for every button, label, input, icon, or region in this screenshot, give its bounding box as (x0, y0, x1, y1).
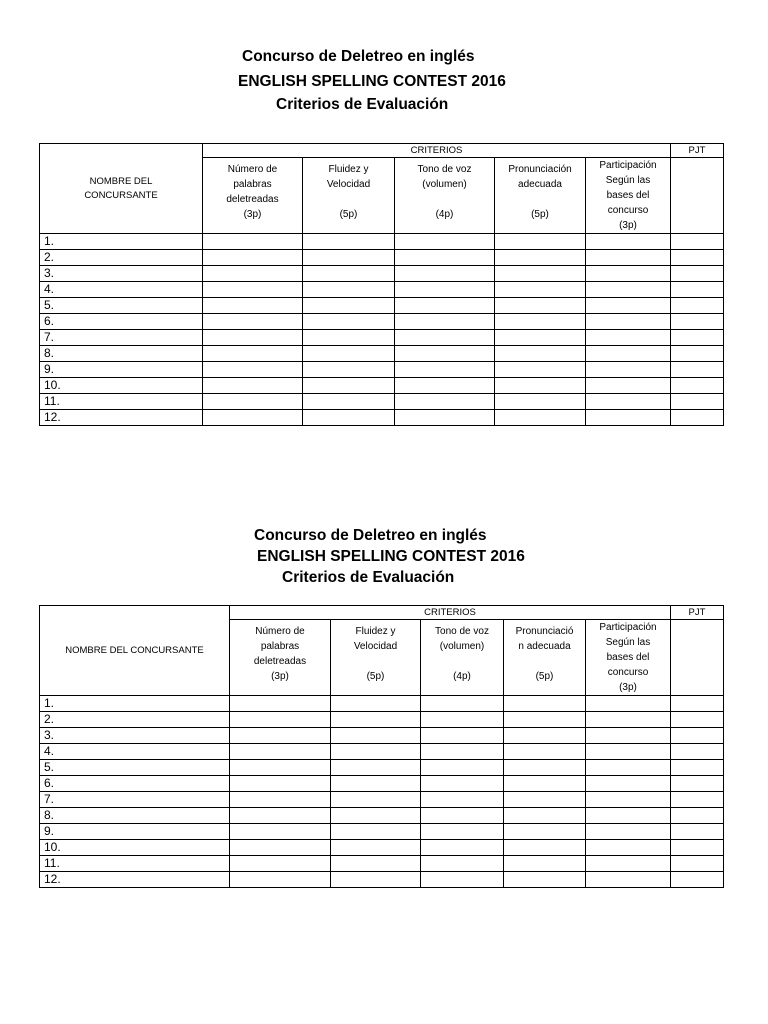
score-cell[interactable] (586, 840, 671, 856)
criterion-line: Según las (605, 175, 651, 186)
score-cell[interactable] (331, 840, 421, 856)
form-subtitle: ENGLISH SPELLING CONTEST 2016 (257, 548, 525, 565)
table-row (40, 266, 724, 282)
score-cell[interactable] (586, 696, 671, 712)
score-cell[interactable] (504, 872, 586, 888)
criterios-header: CRITERIOS (203, 144, 671, 158)
row-number: 1. (40, 696, 230, 712)
criterion-points: (3p) (271, 671, 289, 682)
score-cell[interactable] (331, 792, 421, 808)
contestant-name-header (40, 144, 203, 234)
score-cell[interactable] (303, 346, 395, 362)
table-row (40, 696, 724, 712)
score-cell[interactable] (203, 266, 303, 282)
score-cell[interactable] (504, 840, 586, 856)
score-total-cell[interactable] (671, 346, 724, 362)
score-cell[interactable] (395, 234, 495, 250)
score-cell[interactable] (586, 346, 671, 362)
form-title: Concurso de Deletreo en inglés (254, 527, 487, 544)
table-row (40, 410, 724, 426)
row-number: 10. (40, 378, 203, 394)
criterios-header: CRITERIOS (230, 606, 671, 620)
score-cell[interactable] (395, 298, 495, 314)
score-cell[interactable] (303, 298, 395, 314)
score-cell[interactable] (395, 250, 495, 266)
table-row (40, 872, 724, 888)
score-total-cell[interactable] (671, 298, 724, 314)
score-cell[interactable] (203, 378, 303, 394)
row-number: 10. (40, 840, 230, 856)
score-total-cell[interactable] (671, 792, 724, 808)
score-total-cell[interactable] (671, 728, 724, 744)
row-number: 9. (40, 824, 230, 840)
form-heading: Criterios de Evaluación (282, 569, 455, 586)
table-row (40, 250, 724, 266)
score-cell[interactable] (421, 776, 504, 792)
score-cell[interactable] (495, 362, 586, 378)
row-number: 4. (40, 282, 203, 298)
table-row (40, 394, 724, 410)
score-cell[interactable] (331, 824, 421, 840)
score-cell[interactable] (331, 744, 421, 760)
score-cell[interactable] (395, 362, 495, 378)
criterion-line: concurso (607, 667, 649, 678)
score-total-cell[interactable] (671, 776, 724, 792)
score-cell[interactable] (230, 792, 331, 808)
score-cell[interactable] (303, 266, 395, 282)
score-cell[interactable] (495, 282, 586, 298)
score-cell[interactable] (303, 410, 395, 426)
criterion-points: (3p) (619, 220, 637, 231)
contestant-name-header (40, 606, 230, 696)
score-cell[interactable] (395, 410, 495, 426)
row-number: 4. (40, 744, 230, 760)
score-cell[interactable] (203, 410, 303, 426)
score-total-cell[interactable] (671, 266, 724, 282)
score-cell[interactable] (230, 728, 331, 744)
table-row (40, 234, 724, 250)
score-cell[interactable] (331, 872, 421, 888)
score-cell[interactable] (504, 856, 586, 872)
score-cell[interactable] (331, 856, 421, 872)
pjt-cell-header (671, 620, 724, 696)
form-subtitle: ENGLISH SPELLING CONTEST 2016 (238, 73, 506, 90)
criterion-participation (586, 158, 671, 234)
score-total-cell[interactable] (671, 410, 724, 426)
criterion-line: adecuada (518, 179, 562, 190)
criterion-line: deletreadas (253, 656, 307, 667)
criterion-line: (volumen) (422, 179, 467, 190)
score-cell[interactable] (504, 824, 586, 840)
table-row (40, 856, 724, 872)
score-cell[interactable] (586, 410, 671, 426)
score-cell[interactable] (230, 824, 331, 840)
score-total-cell[interactable] (671, 744, 724, 760)
table-row (40, 298, 724, 314)
score-cell[interactable] (230, 808, 331, 824)
row-number: 9. (40, 362, 203, 378)
criterion-line: concurso (607, 205, 649, 216)
score-cell[interactable] (495, 346, 586, 362)
score-cell[interactable] (230, 776, 331, 792)
score-total-cell[interactable] (671, 712, 724, 728)
row-number: 3. (40, 728, 230, 744)
criterion-fluency-speed (303, 158, 395, 234)
table-row (40, 362, 724, 378)
criterion-points: (3p) (619, 682, 637, 693)
criterion-line: palabras (233, 179, 272, 190)
score-cell[interactable] (303, 282, 395, 298)
table-row (40, 330, 724, 346)
score-total-cell[interactable] (671, 840, 724, 856)
score-cell[interactable] (421, 872, 504, 888)
score-cell[interactable] (495, 234, 586, 250)
criterion-line: Velocidad (326, 179, 371, 190)
row-number: 6. (40, 314, 203, 330)
score-total-cell[interactable] (671, 378, 724, 394)
score-cell[interactable] (586, 808, 671, 824)
score-total-cell[interactable] (671, 808, 724, 824)
criterion-points: (5p) (366, 671, 385, 682)
score-cell[interactable] (504, 792, 586, 808)
score-cell[interactable] (331, 728, 421, 744)
criterion-words-spelled (203, 158, 303, 234)
pjt-header: PJT (671, 144, 724, 158)
score-cell[interactable] (504, 696, 586, 712)
score-cell[interactable] (303, 330, 395, 346)
criterion-points: (5p) (531, 209, 549, 220)
score-cell[interactable] (203, 394, 303, 410)
score-cell[interactable] (495, 378, 586, 394)
row-number: 11. (40, 394, 203, 410)
score-cell[interactable] (586, 378, 671, 394)
score-cell[interactable] (586, 728, 671, 744)
score-table (39, 605, 724, 888)
criterion-line: Participación (599, 622, 657, 633)
score-total-cell[interactable] (671, 696, 724, 712)
row-number: 12. (40, 410, 203, 426)
criterion-points: (4p) (453, 671, 471, 682)
criterion-points: (5p) (535, 671, 554, 682)
score-cell[interactable] (586, 712, 671, 728)
score-cell[interactable] (230, 856, 331, 872)
score-cell[interactable] (331, 808, 421, 824)
row-number: 7. (40, 792, 230, 808)
score-cell[interactable] (331, 696, 421, 712)
table-row (40, 776, 724, 792)
criterion-line: Velocidad (353, 641, 398, 652)
score-total-cell[interactable] (671, 824, 724, 840)
score-cell[interactable] (203, 234, 303, 250)
criterion-fluency-speed (331, 620, 421, 696)
score-cell[interactable] (586, 282, 671, 298)
row-number: 6. (40, 776, 230, 792)
criterion-line: Fluidez y (328, 164, 369, 175)
criterion-line: Pronunciación (508, 164, 572, 175)
criterion-line: Tono de voz (435, 626, 489, 637)
criterion-line: Pronunciació (515, 626, 574, 637)
row-number: 1. (40, 234, 203, 250)
score-cell[interactable] (586, 298, 671, 314)
score-cell[interactable] (421, 808, 504, 824)
score-cell[interactable] (495, 250, 586, 266)
score-cell[interactable] (303, 362, 395, 378)
score-cell[interactable] (504, 760, 586, 776)
score-cell[interactable] (303, 394, 395, 410)
criterion-points: (4p) (435, 209, 454, 220)
score-cell[interactable] (203, 250, 303, 266)
table-row (40, 728, 724, 744)
score-cell[interactable] (395, 394, 495, 410)
score-cell[interactable] (303, 378, 395, 394)
score-cell[interactable] (495, 410, 586, 426)
score-cell[interactable] (331, 776, 421, 792)
criterion-participation (586, 620, 671, 696)
score-cell[interactable] (421, 760, 504, 776)
name-header-line: CONCURSANTE (84, 189, 158, 201)
score-cell[interactable] (504, 744, 586, 760)
score-cell[interactable] (495, 314, 586, 330)
score-total-cell[interactable] (671, 856, 724, 872)
score-cell[interactable] (421, 824, 504, 840)
table-row (40, 378, 724, 394)
score-cell[interactable] (203, 298, 303, 314)
row-number: 2. (40, 250, 203, 266)
row-number: 3. (40, 266, 203, 282)
pjt-cell-header (671, 158, 724, 234)
score-cell[interactable] (495, 266, 586, 282)
criterion-points: (5p) (339, 209, 358, 220)
score-cell[interactable] (230, 760, 331, 776)
score-total-cell[interactable] (671, 362, 724, 378)
score-cell[interactable] (586, 792, 671, 808)
criterion-line: Tono de voz (417, 164, 472, 175)
score-total-cell[interactable] (671, 760, 724, 776)
row-number: 8. (40, 346, 203, 362)
score-cell[interactable] (203, 314, 303, 330)
score-cell[interactable] (586, 872, 671, 888)
criterion-pronunciation (504, 620, 586, 696)
row-number: 5. (40, 760, 230, 776)
table-row (40, 744, 724, 760)
score-cell[interactable] (586, 776, 671, 792)
score-cell[interactable] (303, 250, 395, 266)
score-cell[interactable] (586, 250, 671, 266)
criterion-voice-tone (395, 158, 495, 234)
score-table (39, 143, 724, 426)
table-row (40, 760, 724, 776)
score-cell[interactable] (395, 346, 495, 362)
score-cell[interactable] (504, 776, 586, 792)
score-cell[interactable] (395, 266, 495, 282)
score-total-cell[interactable] (671, 314, 724, 330)
table-row (40, 346, 724, 362)
row-number: 5. (40, 298, 203, 314)
score-cell[interactable] (504, 712, 586, 728)
criterion-line: bases del (606, 190, 650, 201)
criterion-line: Según las (605, 637, 651, 648)
form-heading: Criterios de Evaluación (276, 96, 449, 113)
pjt-header: PJT (671, 606, 724, 620)
criterion-line: Número de (255, 626, 305, 637)
score-cell[interactable] (421, 744, 504, 760)
criterion-line: deletreadas (226, 194, 279, 205)
criterion-line: (volumen) (439, 641, 485, 652)
criterion-line: Fluidez y (355, 626, 396, 637)
table-row (40, 824, 724, 840)
score-cell[interactable] (203, 282, 303, 298)
score-cell[interactable] (421, 856, 504, 872)
score-cell[interactable] (586, 266, 671, 282)
criterion-line: palabras (260, 641, 300, 652)
row-number: 7. (40, 330, 203, 346)
score-cell[interactable] (230, 744, 331, 760)
score-cell[interactable] (495, 298, 586, 314)
score-cell[interactable] (230, 840, 331, 856)
score-cell[interactable] (230, 696, 331, 712)
table-row (40, 808, 724, 824)
criterion-line: Participación (599, 160, 657, 171)
score-cell[interactable] (331, 760, 421, 776)
score-cell[interactable] (203, 362, 303, 378)
row-number: 12. (40, 872, 230, 888)
row-number: 11. (40, 856, 230, 872)
score-total-cell[interactable] (671, 282, 724, 298)
score-cell[interactable] (586, 856, 671, 872)
score-cell[interactable] (586, 760, 671, 776)
score-cell[interactable] (230, 712, 331, 728)
score-cell[interactable] (586, 824, 671, 840)
table-row (40, 840, 724, 856)
criterion-words-spelled (230, 620, 331, 696)
score-cell[interactable] (395, 314, 495, 330)
criterion-line: Número de (227, 164, 278, 175)
criterion-line: n adecuada (518, 641, 571, 652)
score-cell[interactable] (395, 282, 495, 298)
score-total-cell[interactable] (671, 394, 724, 410)
score-cell[interactable] (203, 346, 303, 362)
score-cell[interactable] (421, 792, 504, 808)
score-cell[interactable] (495, 394, 586, 410)
criterion-pronunciation (495, 158, 586, 234)
table-row (40, 712, 724, 728)
score-cell[interactable] (303, 314, 395, 330)
criterion-points: (3p) (243, 209, 262, 220)
score-cell[interactable] (230, 872, 331, 888)
table-row (40, 282, 724, 298)
score-cell[interactable] (395, 378, 495, 394)
score-cell[interactable] (303, 234, 395, 250)
score-cell[interactable] (203, 330, 303, 346)
name-header-line: NOMBRE DEL CONCURSANTE (65, 644, 204, 656)
row-number: 2. (40, 712, 230, 728)
score-total-cell[interactable] (671, 234, 724, 250)
score-cell[interactable] (504, 728, 586, 744)
score-cell[interactable] (421, 728, 504, 744)
score-cell[interactable] (586, 314, 671, 330)
criterion-line: bases del (606, 652, 650, 663)
criterion-voice-tone (421, 620, 504, 696)
score-cell[interactable] (331, 712, 421, 728)
score-cell[interactable] (586, 362, 671, 378)
score-cell[interactable] (586, 234, 671, 250)
table-row (40, 792, 724, 808)
score-total-cell[interactable] (671, 330, 724, 346)
score-cell[interactable] (504, 808, 586, 824)
score-cell[interactable] (586, 330, 671, 346)
score-cell[interactable] (586, 744, 671, 760)
form-title: Concurso de Deletreo en inglés (242, 48, 475, 65)
score-cell[interactable] (421, 840, 504, 856)
score-cell[interactable] (421, 696, 504, 712)
name-header-line: NOMBRE DEL (89, 175, 153, 187)
table-row (40, 314, 724, 330)
score-total-cell[interactable] (671, 250, 724, 266)
score-cell[interactable] (586, 394, 671, 410)
score-cell[interactable] (495, 330, 586, 346)
score-cell[interactable] (421, 712, 504, 728)
score-total-cell[interactable] (671, 872, 724, 888)
score-cell[interactable] (395, 330, 495, 346)
row-number: 8. (40, 808, 230, 824)
